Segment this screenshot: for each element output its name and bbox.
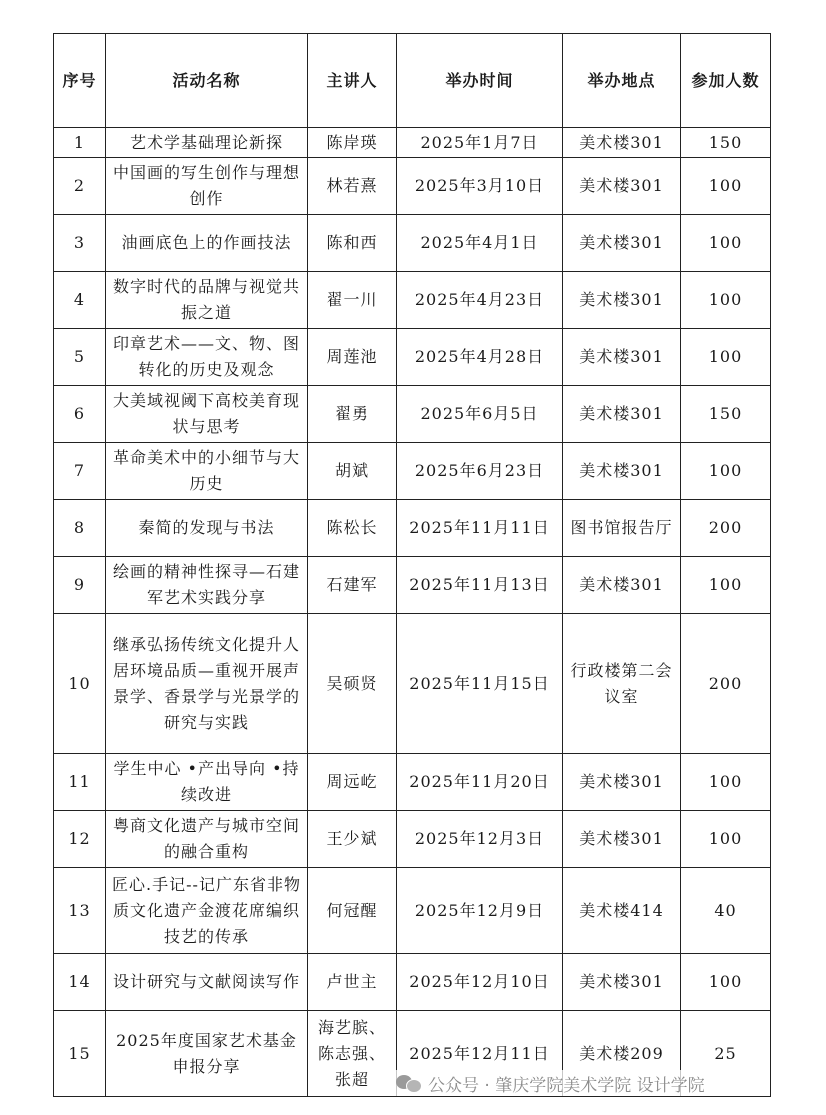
cell-attendees: 100 bbox=[681, 215, 771, 272]
cell-no: 2 bbox=[54, 158, 106, 215]
cell-name: 艺术学基础理论新探 bbox=[106, 128, 308, 158]
table-row bbox=[54, 329, 771, 386]
cell-venue: 美术楼301 bbox=[563, 215, 681, 272]
table-row bbox=[54, 443, 771, 500]
cell-attendees: 100 bbox=[681, 754, 771, 811]
cell-date: 2025年1月7日 bbox=[397, 128, 563, 158]
cell-name: 绘画的精神性探寻—石建军艺术实践分享 bbox=[106, 557, 308, 614]
cell-no: 13 bbox=[54, 868, 106, 954]
cell-name: 匠心.手记--记广东省非物质文化遗产金渡花席编织技艺的传承 bbox=[106, 868, 308, 954]
cell-venue: 美术楼301 bbox=[563, 158, 681, 215]
cell-attendees: 25 bbox=[681, 1011, 771, 1097]
header-date: 举办时间 bbox=[397, 34, 563, 128]
cell-date: 2025年11月15日 bbox=[397, 614, 563, 754]
table-row bbox=[54, 614, 771, 754]
cell-name: 印章艺术——文、物、图转化的历史及观念 bbox=[106, 329, 308, 386]
cell-speaker: 陈松长 bbox=[308, 500, 397, 557]
cell-name: 数字时代的品牌与视觉共振之道 bbox=[106, 272, 308, 329]
cell-attendees: 150 bbox=[681, 128, 771, 158]
table-row bbox=[54, 557, 771, 614]
table-row bbox=[54, 158, 771, 215]
cell-no: 15 bbox=[54, 1011, 106, 1097]
table-row bbox=[54, 811, 771, 868]
table-row bbox=[54, 215, 771, 272]
cell-date: 2025年12月9日 bbox=[397, 868, 563, 954]
cell-no: 14 bbox=[54, 954, 106, 1011]
cell-venue: 美术楼414 bbox=[563, 868, 681, 954]
cell-venue: 美术楼301 bbox=[563, 954, 681, 1011]
cell-speaker: 卢世主 bbox=[308, 954, 397, 1011]
cell-speaker: 周莲池 bbox=[308, 329, 397, 386]
cell-date: 2025年4月23日 bbox=[397, 272, 563, 329]
header-no: 序号 bbox=[54, 34, 106, 128]
table-row bbox=[54, 272, 771, 329]
cell-attendees: 40 bbox=[681, 868, 771, 954]
cell-speaker: 石建军 bbox=[308, 557, 397, 614]
cell-date: 2025年12月3日 bbox=[397, 811, 563, 868]
cell-name: 继承弘扬传统文化提升人居环境品质—重视开展声景学、香景学与光景学的研究与实践 bbox=[106, 614, 308, 754]
cell-speaker: 胡斌 bbox=[308, 443, 397, 500]
cell-attendees: 100 bbox=[681, 329, 771, 386]
cell-speaker: 翟一川 bbox=[308, 272, 397, 329]
header-name: 活动名称 bbox=[106, 34, 308, 128]
cell-no: 1 bbox=[54, 128, 106, 158]
cell-speaker: 翟勇 bbox=[308, 386, 397, 443]
cell-date: 2025年6月23日 bbox=[397, 443, 563, 500]
cell-no: 11 bbox=[54, 754, 106, 811]
header-venue: 举办地点 bbox=[563, 34, 681, 128]
cell-attendees: 200 bbox=[681, 614, 771, 754]
cell-attendees: 100 bbox=[681, 443, 771, 500]
cell-attendees: 100 bbox=[681, 158, 771, 215]
cell-speaker: 周远屹 bbox=[308, 754, 397, 811]
cell-date: 2025年3月10日 bbox=[397, 158, 563, 215]
table-row bbox=[54, 754, 771, 811]
cell-speaker: 王少斌 bbox=[308, 811, 397, 868]
cell-venue: 美术楼301 bbox=[563, 443, 681, 500]
cell-date: 2025年4月28日 bbox=[397, 329, 563, 386]
cell-venue: 美术楼301 bbox=[563, 557, 681, 614]
cell-name: 设计研究与文献阅读写作 bbox=[106, 954, 308, 1011]
cell-venue: 美术楼301 bbox=[563, 272, 681, 329]
cell-name: 大美域视阈下高校美育现状与思考 bbox=[106, 386, 308, 443]
cell-no: 9 bbox=[54, 557, 106, 614]
cell-attendees: 100 bbox=[681, 557, 771, 614]
table-row bbox=[54, 386, 771, 443]
cell-venue: 美术楼301 bbox=[563, 329, 681, 386]
cell-attendees: 200 bbox=[681, 500, 771, 557]
cell-speaker: 何冠醒 bbox=[308, 868, 397, 954]
cell-speaker: 陈和西 bbox=[308, 215, 397, 272]
cell-no: 8 bbox=[54, 500, 106, 557]
cell-venue: 美术楼301 bbox=[563, 386, 681, 443]
cell-attendees: 150 bbox=[681, 386, 771, 443]
cell-speaker: 吴硕贤 bbox=[308, 614, 397, 754]
cell-attendees: 100 bbox=[681, 272, 771, 329]
header-attendees: 参加人数 bbox=[681, 34, 771, 128]
cell-no: 12 bbox=[54, 811, 106, 868]
table-row bbox=[54, 868, 771, 954]
cell-venue: 美术楼301 bbox=[563, 754, 681, 811]
cell-date: 2025年11月13日 bbox=[397, 557, 563, 614]
table-row bbox=[54, 954, 771, 1011]
cell-no: 6 bbox=[54, 386, 106, 443]
cell-no: 5 bbox=[54, 329, 106, 386]
header-speaker: 主讲人 bbox=[308, 34, 397, 128]
table-row bbox=[54, 128, 771, 158]
cell-speaker: 海艺膑、陈志强、张超 bbox=[308, 1011, 397, 1097]
cell-no: 10 bbox=[54, 614, 106, 754]
cell-name: 秦简的发现与书法 bbox=[106, 500, 308, 557]
cell-date: 2025年12月11日 bbox=[397, 1011, 563, 1097]
header-row bbox=[54, 34, 771, 128]
cell-venue: 美术楼301 bbox=[563, 811, 681, 868]
cell-date: 2025年4月1日 bbox=[397, 215, 563, 272]
cell-no: 3 bbox=[54, 215, 106, 272]
cell-no: 4 bbox=[54, 272, 106, 329]
cell-date: 2025年6月5日 bbox=[397, 386, 563, 443]
watermark-text: 公众号 · 肇庆学院美术学院 设计学院 bbox=[428, 1075, 705, 1096]
cell-name: 革命美术中的小细节与大历史 bbox=[106, 443, 308, 500]
cell-name: 粤商文化遗产与城市空间的融合重构 bbox=[106, 811, 308, 868]
cell-venue: 行政楼第二会议室 bbox=[563, 614, 681, 754]
cell-venue: 美术楼209 bbox=[563, 1011, 681, 1097]
cell-venue: 图书馆报告厅 bbox=[563, 500, 681, 557]
cell-date: 2025年12月10日 bbox=[397, 954, 563, 1011]
cell-speaker: 林若熹 bbox=[308, 158, 397, 215]
cell-date: 2025年11月11日 bbox=[397, 500, 563, 557]
cell-name: 学生中心 •产出导向 •持续改进 bbox=[106, 754, 308, 811]
cell-speaker: 陈岸瑛 bbox=[308, 128, 397, 158]
table-row bbox=[54, 500, 771, 557]
cell-venue: 美术楼301 bbox=[563, 128, 681, 158]
cell-no: 7 bbox=[54, 443, 106, 500]
cell-name: 中国画的写生创作与理想创作 bbox=[106, 158, 308, 215]
watermark bbox=[392, 1070, 709, 1096]
cell-name: 2025年度国家艺术基金申报分享 bbox=[106, 1011, 308, 1097]
cell-name: 油画底色上的作画技法 bbox=[106, 215, 308, 272]
cell-attendees: 100 bbox=[681, 954, 771, 1011]
schedule-table bbox=[53, 33, 771, 1097]
wechat-icon bbox=[396, 1073, 422, 1093]
cell-date: 2025年11月20日 bbox=[397, 754, 563, 811]
cell-attendees: 100 bbox=[681, 811, 771, 868]
